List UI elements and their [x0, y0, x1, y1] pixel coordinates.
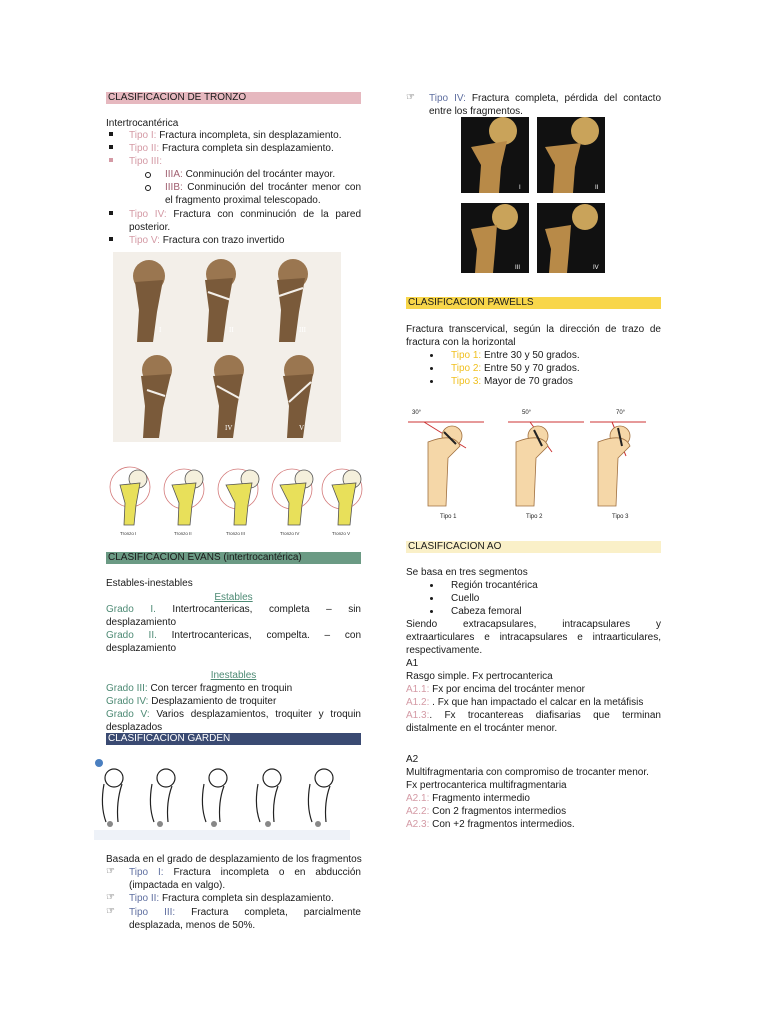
inestables-title: Inestables: [210, 670, 257, 681]
a1-item-text: . Fx trocantereas diafisarias que terminan distalmente en el trocánter menor.: [406, 710, 661, 734]
drawing-label: Tronzo V: [332, 531, 351, 536]
pawells-item-key: Tipo 1:: [451, 350, 482, 361]
bullet: [109, 145, 113, 149]
pawells-item-text: Entre 30 y 50 grados.: [481, 350, 580, 361]
garden-xray-3: [461, 203, 529, 273]
estables-item-2: [106, 629, 361, 655]
xray-label: V: [299, 424, 305, 432]
garden-intro: Basada en el grado de desplazamiento de los fragmentos: [106, 854, 362, 865]
garden-item-text: Fractura completa, pérdida del contacto entre los fragmentos.: [429, 93, 662, 117]
ao-intro: Se basa en tres segmentos: [406, 567, 528, 578]
ao-header: [406, 541, 661, 553]
a2-item-text: Con 2 fragmentos intermedios: [429, 806, 567, 817]
garden-item-3: [129, 906, 361, 932]
bullet: [430, 597, 433, 600]
tronzo-item-key: Tipo V:: [129, 235, 160, 246]
drawing-label: Tronzo I: [120, 531, 137, 536]
pawells-header: [406, 297, 661, 309]
a2-item-key: A2.2:: [406, 806, 430, 817]
evans-item-text: Con tercer fragmento en troquin: [147, 683, 293, 694]
evans-item-text: Intertrocantericas, compelta. – con desplazamiento: [106, 630, 362, 654]
pawells-item-text: Entre 50 y 70 grados.: [481, 363, 580, 374]
a2-item-text: Con +2 fragmentos intermedios.: [429, 819, 575, 830]
pawells-item-text: Mayor de 70 grados: [481, 376, 573, 387]
a1-title: A1: [406, 658, 419, 669]
xray-label: III: [299, 326, 306, 334]
estables-title: Estables: [214, 592, 253, 603]
garden-item-key: Tipo III:: [129, 907, 176, 918]
garden-item-text: Fractura completa, parcialmente desplazada, menos de 50%.: [129, 907, 361, 931]
garden-xray-2: [537, 117, 605, 193]
tronzo-sub-1: [165, 168, 361, 181]
tronzo-sub-text: Conminución del trocánter menor con el fragmento proximal telescopado.: [165, 182, 361, 206]
pointing-hand-icon: ☞: [106, 906, 115, 917]
tronzo-item-key: Tipo II:: [129, 143, 160, 154]
pawells-item-2: [451, 362, 580, 375]
garden-item-2: [129, 892, 361, 905]
tronzo-item-4: [129, 208, 361, 234]
tronzo-item-5: [129, 234, 361, 247]
tronzo-item-key: Tipo III:: [129, 156, 162, 167]
tronzo-drawings-image: [106, 465, 364, 537]
garden-header: [106, 733, 361, 745]
circle-bullet: [145, 172, 151, 178]
evans-item-key: Grado III:: [106, 683, 148, 694]
inestables-item-2: [106, 695, 361, 708]
inestables-item-1: [106, 682, 361, 695]
ao-note: Siendo extracapsulares, intracapsulares y extraarticulares e intracapsulares e intraarticulares, respectivamente.: [406, 619, 661, 656]
bullet: [430, 584, 433, 587]
a1-item-key: A1.3:: [406, 710, 430, 721]
a2-item-2: [406, 805, 566, 818]
a2-item-1: [406, 792, 530, 805]
ao-segment-3: Cabeza femoral: [451, 606, 522, 617]
xray-label: III: [515, 265, 521, 271]
evans-item-text: Varios desplazamientos, troquiter y troquin desplazados: [106, 709, 361, 733]
garden-item-1: [129, 866, 361, 892]
evans-item-key: Grado I.: [106, 604, 156, 615]
estables-item-1: [106, 603, 361, 629]
pawells-diagram: [404, 402, 648, 524]
evans-header-text: CLASIFICACION EVANS (intertrocantérica): [108, 552, 302, 563]
tronzo-item-text: Fractura completa sin desplazamiento.: [159, 143, 334, 154]
a2-title: A2: [406, 754, 419, 765]
bullet: [109, 211, 113, 215]
tronzo-item-1: [129, 129, 361, 142]
a1-item-2: [406, 696, 661, 709]
a1-item-key: A1.1:: [406, 684, 430, 695]
evans-item-text: Intertrocantericas, completa – sin desplazamiento: [106, 604, 361, 628]
tronzo-intro: Intertrocantérica: [106, 118, 179, 129]
tronzo-item-3: [129, 155, 361, 168]
garden-item-key: Tipo IV:: [429, 93, 466, 104]
angle-label: 30°: [412, 410, 422, 416]
evans-header: [106, 552, 361, 564]
evans-intro: Estables-inestables: [106, 578, 193, 589]
angle-label: 70°: [616, 410, 626, 416]
evans-item-key: Grado IV:: [106, 696, 149, 707]
ao-header-text: CLASIFICACION AO: [408, 541, 502, 552]
xray-label: I: [159, 326, 162, 334]
garden-xray-4: [537, 203, 605, 273]
pawells-item-key: Tipo 3:: [451, 376, 482, 387]
garden-item-key: Tipo I:: [129, 867, 164, 878]
bullet: [430, 354, 433, 357]
caption-label: Tipo 1: [440, 514, 457, 520]
garden-header-text: CLASIFICACION GARDEN: [108, 733, 231, 744]
a2-item-3: [406, 818, 575, 831]
tronzo-item-text: Fractura incompleta, sin desplazamiento.: [156, 130, 342, 141]
a2-item-text: Fragmento intermedio: [429, 793, 530, 804]
tronzo-header-text: CLASIFICACION DE TRONZO: [108, 92, 247, 103]
tronzo-header: [106, 92, 361, 104]
pawells-item-1: [451, 349, 580, 362]
a1-item-text: Fx por encima del trocánter menor: [429, 684, 585, 695]
bullet: [430, 380, 433, 383]
evans-item-text: Desplazamiento de troquiter: [148, 696, 277, 707]
tronzo-item-key: Tipo I:: [129, 130, 157, 141]
tronzo-item-key: Tipo IV:: [129, 209, 167, 220]
bullet: [109, 158, 113, 162]
garden-xray-1: [461, 117, 529, 193]
angle-label: 50°: [522, 410, 532, 416]
drawing-label: Tronzo II: [174, 531, 192, 536]
evans-item-key: Grado V:: [106, 709, 150, 720]
pawells-item-key: Tipo 2:: [451, 363, 482, 374]
garden-item-text: Fractura incompleta o en abducción (impactada en valgo).: [129, 867, 361, 891]
tronzo-item-text: Fractura con trazo invertido: [159, 235, 285, 246]
tronzo-sub-text: Conminución del trocánter mayor.: [182, 169, 336, 180]
tronzo-xray-image: [113, 252, 341, 442]
tronzo-sub-2: [165, 181, 361, 207]
garden-item-4: [429, 92, 661, 118]
garden-item-key: Tipo II:: [129, 893, 160, 904]
bullet: [109, 132, 113, 136]
tronzo-item-2: [129, 142, 361, 155]
a2-item-key: A2.3:: [406, 819, 430, 830]
tronzo-item-text: Fractura con conminución de la pared posterior.: [129, 209, 361, 233]
caption-label: Tipo 3: [612, 514, 629, 520]
ao-segment-2: Cuello: [451, 593, 480, 604]
pointing-hand-icon: ☞: [106, 866, 115, 877]
a1-item-key: A1.2:: [406, 697, 430, 708]
tronzo-sub-key: IIIA:: [165, 169, 183, 180]
garden-item-text: Fractura completa sin desplazamiento.: [159, 893, 334, 904]
bullet: [430, 367, 433, 370]
pawells-item-3: [451, 375, 573, 388]
bullet: [109, 237, 113, 241]
circle-bullet: [145, 185, 151, 191]
a1-item-1: [406, 683, 661, 696]
xray-label: I: [519, 185, 521, 191]
a1-line: Rasgo simple. Fx pertrocanterica: [406, 671, 553, 682]
xray-label: II: [229, 326, 234, 334]
pointing-hand-icon: ☞: [106, 892, 115, 903]
garden-xray-image: [461, 117, 605, 273]
drawing-label: Tronzo III: [226, 531, 245, 536]
xray-label: II: [595, 185, 599, 191]
inestables-item-3: [106, 708, 361, 734]
a1-item-text: . Fx que han impactado el calcar en la metáfisis: [429, 697, 644, 708]
pawells-intro: Fractura transcervical, según la dirección de trazo de fractura con la horizontal: [406, 324, 661, 348]
xray-label: IV: [225, 424, 233, 432]
evans-item-key: Grado II.: [106, 630, 157, 641]
drawing-label: Tronzo IV: [280, 531, 300, 536]
ao-segment-1: Región trocantérica: [451, 580, 538, 591]
garden-drawings-image: [94, 756, 350, 840]
xray-label: IV: [593, 265, 599, 271]
pointing-hand-icon: ☞: [406, 92, 415, 103]
bullet: [430, 610, 433, 613]
a2-line-1: Multifragmentaria con compromiso de trocanter menor.: [406, 767, 649, 778]
caption-label: Tipo 2: [526, 514, 543, 520]
a2-item-key: A2.1:: [406, 793, 430, 804]
a2-line-2: Fx pertrocanterica multifragmentaria: [406, 780, 567, 791]
pawells-header-text: CLASIFICACION PAWELLS: [408, 297, 534, 308]
a1-item-3: [406, 709, 661, 735]
tronzo-sub-key: IIIB:: [165, 182, 183, 193]
